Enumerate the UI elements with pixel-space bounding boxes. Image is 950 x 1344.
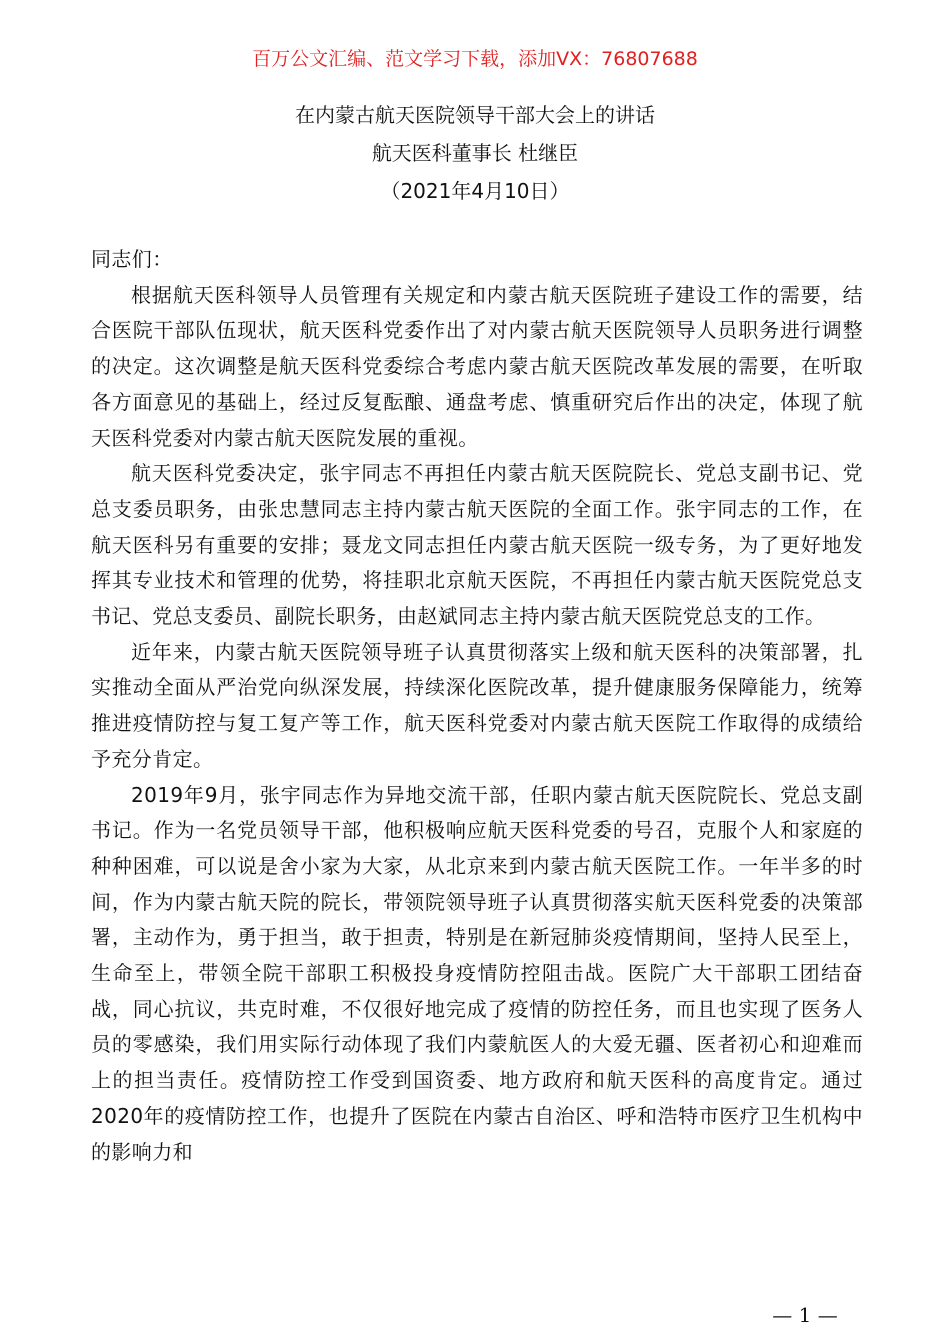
paragraph: 根据航天医科领导人员管理有关规定和内蒙古航天医院班子建设工作的需要，结合医院干部队伍现状，航天医科党委作出了对内蒙古航天医院领导人员职务进行调整的决定。这次调整是航天医科党委综合考虑内蒙古航天医院改革发展的需要，在听取各方面意见的基础上，经过反复酝酿、通盘考虑、慎重研究后作出的决定，体现了航天医科党委对内蒙古航天医院发展的重视。 (91, 282, 863, 450)
title-block (0, 96, 950, 210)
salutation: 同志们： (91, 247, 173, 271)
promo-banner: 百万公文汇编、范文学习下载，添加VX：76807688 (252, 48, 698, 70)
speech-date: （2021年4月10日） (380, 179, 570, 203)
speech-author: 航天医科董事长 杜继臣 (371, 141, 579, 165)
paragraph: 2019年9月，张宇同志作为异地交流干部，任职内蒙古航天医院院长、党总支副书记。作为一名党员领导干部，他积极响应航天医科党委的号召，克服个人和家庭的种种困难，可以说是舍小家为大家，从北京来到内蒙古航天医院工作。一年半多的时间，作为内蒙古航天院的院长，带领院领导班子认真贯彻落实航天医科党委的决策部署，主动作为，勇于担当，敢于担责，特别是在新冠肺炎疫情期间，坚持人民至上，生命至上，带领全院干部职工积极投身疫情防控阻击战。医院广大干部职工团结奋战，同心抗议，共克时难，不仅很好地完成了疫情的防控任务，而且也实现了医务人员的零感染，我们用实际行动体现了我们内蒙航医人的大爱无疆、医者初心和迎难而上的担当责任。疫情防控工作受到国资委、地方政府和航天医科的高度肯定。通过2020年的疫情防控工作，也提升了医院在内蒙古自治区、呼和浩特市医疗卫生机构中的影响力和 (91, 782, 863, 1164)
speech-body (91, 242, 863, 1170)
paragraph: 近年来，内蒙古航天医院领导班子认真贯彻落实上级和航天医科的决策部署，扎实推动全面从严治党向纵深发展，持续深化医院改革，提升健康服务保障能力，统筹推进疫情防控与复工复产等工作，航天医科党委对内蒙古航天医院工作取得的成绩给予充分肯定。 (91, 639, 863, 771)
paragraph: 航天医科党委决定，张宇同志不再担任内蒙古航天医院院长、党总支副书记、党总支委员职务，由张忠慧同志主持内蒙古航天医院的全面工作。张宇同志的工作，在航天医科另有重要的安排；聂龙文同志担任内蒙古航天医院一级专务，为了更好地发挥其专业技术和管理的优势，将挂职北京航天医院，不再担任内蒙古航天医院党总支书记、党总支委员、副院长职务，由赵斌同志主持内蒙古航天医院党总支的工作。 (91, 461, 863, 629)
speech-title: 在内蒙古航天医院领导干部大会上的讲话 (295, 103, 655, 127)
page-number: — 1 — (772, 1303, 838, 1327)
